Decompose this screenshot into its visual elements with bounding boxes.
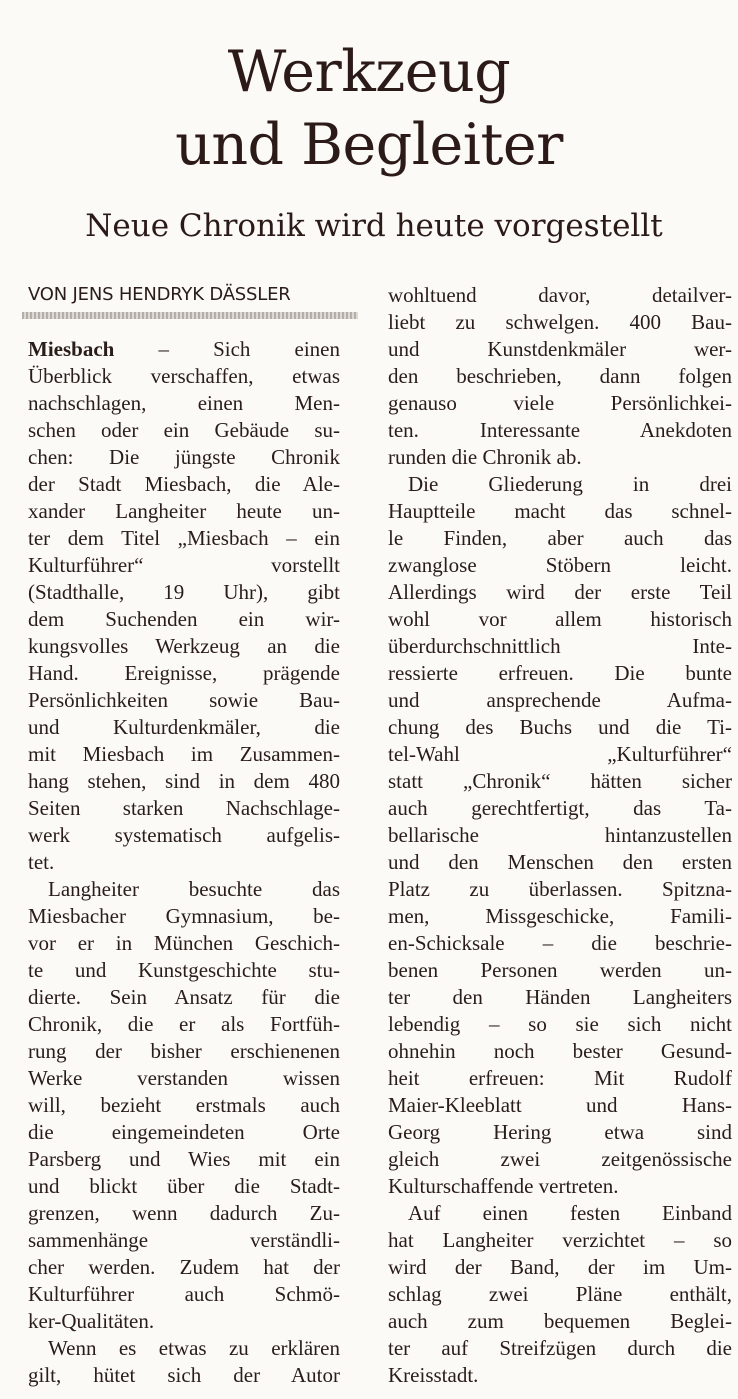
text-line: benen Personen werden un- [388,958,732,982]
text-line: rung der bisher erschienenen [28,1039,340,1063]
text-line: Kulturschaffende vertreten. [388,1174,619,1198]
text-line: auch zum bequemen Beglei- [388,1309,732,1333]
byline-rule [22,312,358,319]
text-line: und den Menschen den ersten [388,850,732,874]
text-line: liebt zu schwelgen. 400 Bau- [388,310,732,334]
text-line: Parsberg und Wies mit ein [28,1147,340,1171]
text-line: Kulturführer“ vorstellt [28,553,340,577]
text-line: hang stehen, sind in dem 480 [28,769,340,793]
text-line: (Stadthalle, 19 Uhr), gibt [28,580,340,604]
text-line: werk systematisch aufgelis- [28,823,340,847]
text-line: ter dem Titel „Miesbach – ein [28,526,340,550]
text-line: gleich zwei zeitgenössische [388,1147,732,1171]
text-line: Wenn es etwas zu erklären [48,1336,340,1360]
text-line: überdurchschnittlich Inte- [388,634,732,658]
text-line: und Kunstdenkmäler wer- [388,337,732,361]
text-line: ohnehin noch bester Gesund- [388,1039,732,1063]
text-line: Seiten starken Nachschlage- [28,796,340,820]
dateline: Miesbach [28,337,115,361]
text-line: Persönlichkeiten sowie Bau- [28,688,340,712]
text-line: wird der Band, der im Um- [388,1255,732,1279]
text-line: dierte. Sein Ansatz für die [28,985,340,1009]
text-line: schlag zwei Pläne enthält, [388,1282,732,1306]
text-line: le Finden, aber auch das [388,526,732,550]
text-line: schen oder ein Gebäude su- [28,418,340,442]
text-line: Die Gliederung in drei [408,472,732,496]
text-line: mit Miesbach im Zusammen- [28,742,340,766]
text-line: grenzen, wenn dadurch Zu- [28,1201,340,1225]
text-line: Maier-Kleeblatt und Hans- [388,1093,732,1117]
text-line: en-Schicksale – die beschrie- [388,931,732,955]
text-line: Georg Hering etwa sind [388,1120,732,1144]
text-line: hat Langheiter verzichtet – so [388,1228,732,1252]
text-line: ter auf Streifzügen durch die [388,1336,732,1360]
text-line: cher werden. Zudem hat der [28,1255,340,1279]
text-line: und blickt über die Stadt- [28,1174,340,1198]
text-line: runden die Chronik ab. [388,445,582,469]
text-line: und Kulturdenkmäler, die [28,715,340,739]
text-line: men, Missgeschicke, Famili- [388,904,732,928]
text-line: tet. [28,850,55,874]
text-line: Kulturführer auch Schmö- [28,1282,340,1306]
headline-line-1: Werkzeug [227,39,511,105]
text-line: chen: Die jüngste Chronik [28,445,340,469]
text-line: Miesbacher Gymnasium, be- [28,904,340,928]
article-column-left [28,336,340,1389]
text-line: wohl vor allem historisch [388,607,732,631]
text-line: ter den Händen Langheiters [388,985,732,1009]
text-line: genauso viele Persönlichkei- [388,391,732,415]
article-column-right [388,282,732,1389]
text-line: vor er in München Geschich- [28,931,340,955]
text-line: Werke verstanden wissen [28,1066,340,1090]
text-line: heit erfreuen: Mit Rudolf [388,1066,732,1090]
text-line: zwanglose Stöbern leicht. [388,553,732,577]
text-line: die eingemeindeten Orte [28,1120,340,1144]
text-line: dem Suchenden ein wir- [28,607,340,631]
text-line: Langheiter besuchte das [48,877,340,901]
text-line: tel-Wahl „Kulturführer“ [388,742,732,766]
headline-line-2: und Begleiter [175,112,563,178]
text-line: Auf einen festen Einband [408,1201,732,1225]
text-line: lebendig – so sie sich nicht [388,1012,732,1036]
text-line-fragment: – Sich einen [158,337,340,361]
text-line: ten. Interessante Anekdoten [388,418,732,442]
text-line: auch gerechtfertigt, das Ta- [388,796,732,820]
byline: VON JENS HENDRYK DÄSSLER [28,284,291,305]
text-line: Hand. Ereignisse, prägende [28,661,340,685]
text-line: te und Kunstgeschichte stu- [28,958,340,982]
text-line: und ansprechende Aufma- [388,688,732,712]
text-line: Kreisstadt. [388,1363,479,1387]
text-line: der Stadt Miesbach, die Ale- [28,472,340,496]
text-line: den beschrieben, dann folgen [388,364,732,388]
subheadline: Neue Chronik wird heute vorgestellt [85,208,663,244]
headline [0,36,738,182]
text-line: Überblick verschaffen, etwas [28,364,340,388]
text-line [28,336,340,363]
text-line: Chronik, die er als Fortfüh- [28,1012,340,1036]
text-line: chung des Buchs und die Ti- [388,715,732,739]
text-line: gilt, hütet sich der Autor [28,1363,340,1387]
text-line: wohltuend davor, detailver- [388,283,732,307]
text-line: nachschlagen, einen Men- [28,391,340,415]
text-line: kungsvolles Werkzeug an die [28,634,340,658]
text-line: statt „Chronik“ hätten sicher [388,769,732,793]
text-line: bellarische hintanzustellen [388,823,732,847]
text-line: will, bezieht erstmals auch [28,1093,340,1117]
text-line: ressierte erfreuen. Die bunte [388,661,732,685]
text-line: ker-Qualitäten. [28,1309,155,1333]
text-line: Platz zu überlassen. Spitzna- [388,877,732,901]
text-line: sammenhänge verständli- [28,1228,340,1252]
text-line: Hauptteile macht das schnel- [388,499,732,523]
text-line: xander Langheiter heute un- [28,499,340,523]
text-line: Allerdings wird der erste Teil [388,580,732,604]
